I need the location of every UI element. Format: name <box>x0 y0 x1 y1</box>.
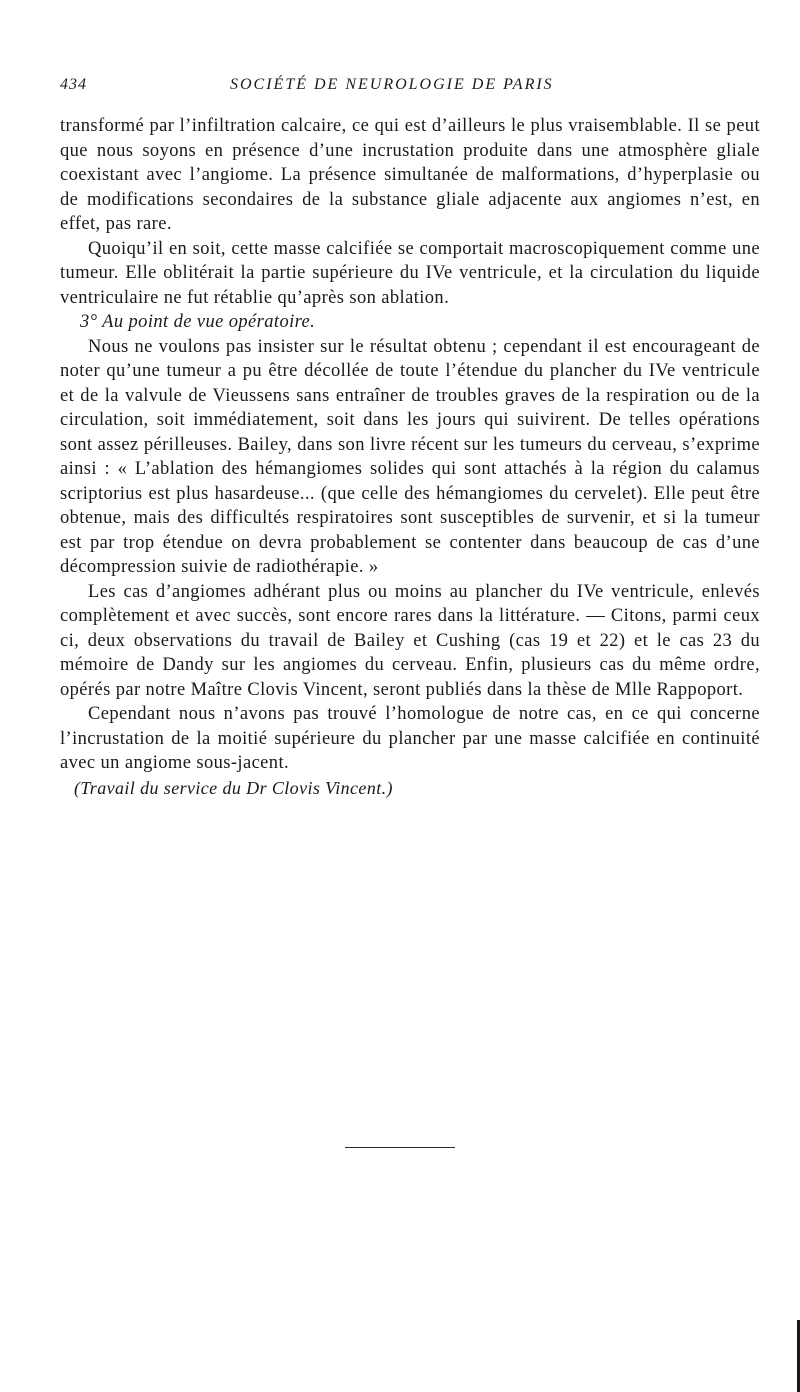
section-heading-operative <box>60 310 760 335</box>
section-divider-rule <box>345 1147 455 1148</box>
journal-title: SOCIÉTÉ DE NEUROLOGIE DE PARIS <box>230 76 554 93</box>
page-number: 434 <box>60 76 87 93</box>
paragraph-conclusion: Cependant nous n’avons pas trouvé l’homologue de notre cas, en ce qui concerne l’incrustation de la moitié supérieure du plancher par une masse calcifiée en continuité avec un angiome sous-jacent. <box>60 704 760 773</box>
book-page <box>60 70 760 800</box>
paragraph-macroscopic: Quoiqu’il en soit, cette masse calcifiée se comportait macroscopiquement comme une tumeur. Elle oblitérait la partie supérieure du IVe ventricule, et la circulation du liquide ventriculaire ne fut rétablie qu’après son ablation. <box>60 238 760 308</box>
paragraph-continuation: transformé par l’infiltration calcaire, ce qui est d’ailleurs le plus vraisemblable. Il se peut que nous soyons en présence d’une incrustation produite dans une atmosphère gliale coexistant avec l’angiome. La présence simultanée de malformations, d’hyperplasie ou de modifications secondaires de la substance gliale adjacente aux angiomes n’est, en effet, pas rare. <box>60 116 760 234</box>
paragraph-operative-result: Nous ne voulons pas insister sur le résultat obtenu ; cependant il est encourageant de noter qu’une tumeur a pu être décollée de toute l’étendue du plancher du IVe ventricule et de la valvule de Vieussens sans entraîner de troubles graves de la respiration ou de la circulation, soit immédiatement, soit dans les jours qui suivirent. De telles opérations sont assez périlleuses. Bailey, dans son livre récent sur les tumeurs du cerveau, s’exprime ainsi : « L’ablation des hémangiomes solides qui sont attachés à la région du calamus scriptorius est plus hasardeuse... (que celle des hémangiomes du cervelet). Elle peut être obtenue, mais des difficultés respiratoires sont susceptibles de survenir, et si la tumeur est par trop étendue on devra probablement se contenter dans beaucoup de cas d’une décompression suivie de radiothérapie. » <box>60 336 760 577</box>
paragraph-literature-cases: Les cas d’angiomes adhérant plus ou moins au plancher du IVe ventricule, enlevés complètement et avec succès, sont encore rares dans la littérature. — Citons, parmi ceux ci, deux observations du travail de Bailey et Cushing (cas 19 et 22) et le cas 23 du mémoire de Dandy sur les angiomes du cerveau. Enfin, plusieurs cas du même ordre, opérés par notre Maître Clovis Vincent, seront publiés dans la thèse de Mlle Rappoport. <box>60 581 760 700</box>
service-attribution: (Travail du service du Dr Clovis Vincent.) <box>74 777 393 798</box>
section-heading-label: 3° Au point de vue opératoire. <box>80 312 316 332</box>
running-head <box>60 70 760 100</box>
body-text <box>60 114 760 800</box>
